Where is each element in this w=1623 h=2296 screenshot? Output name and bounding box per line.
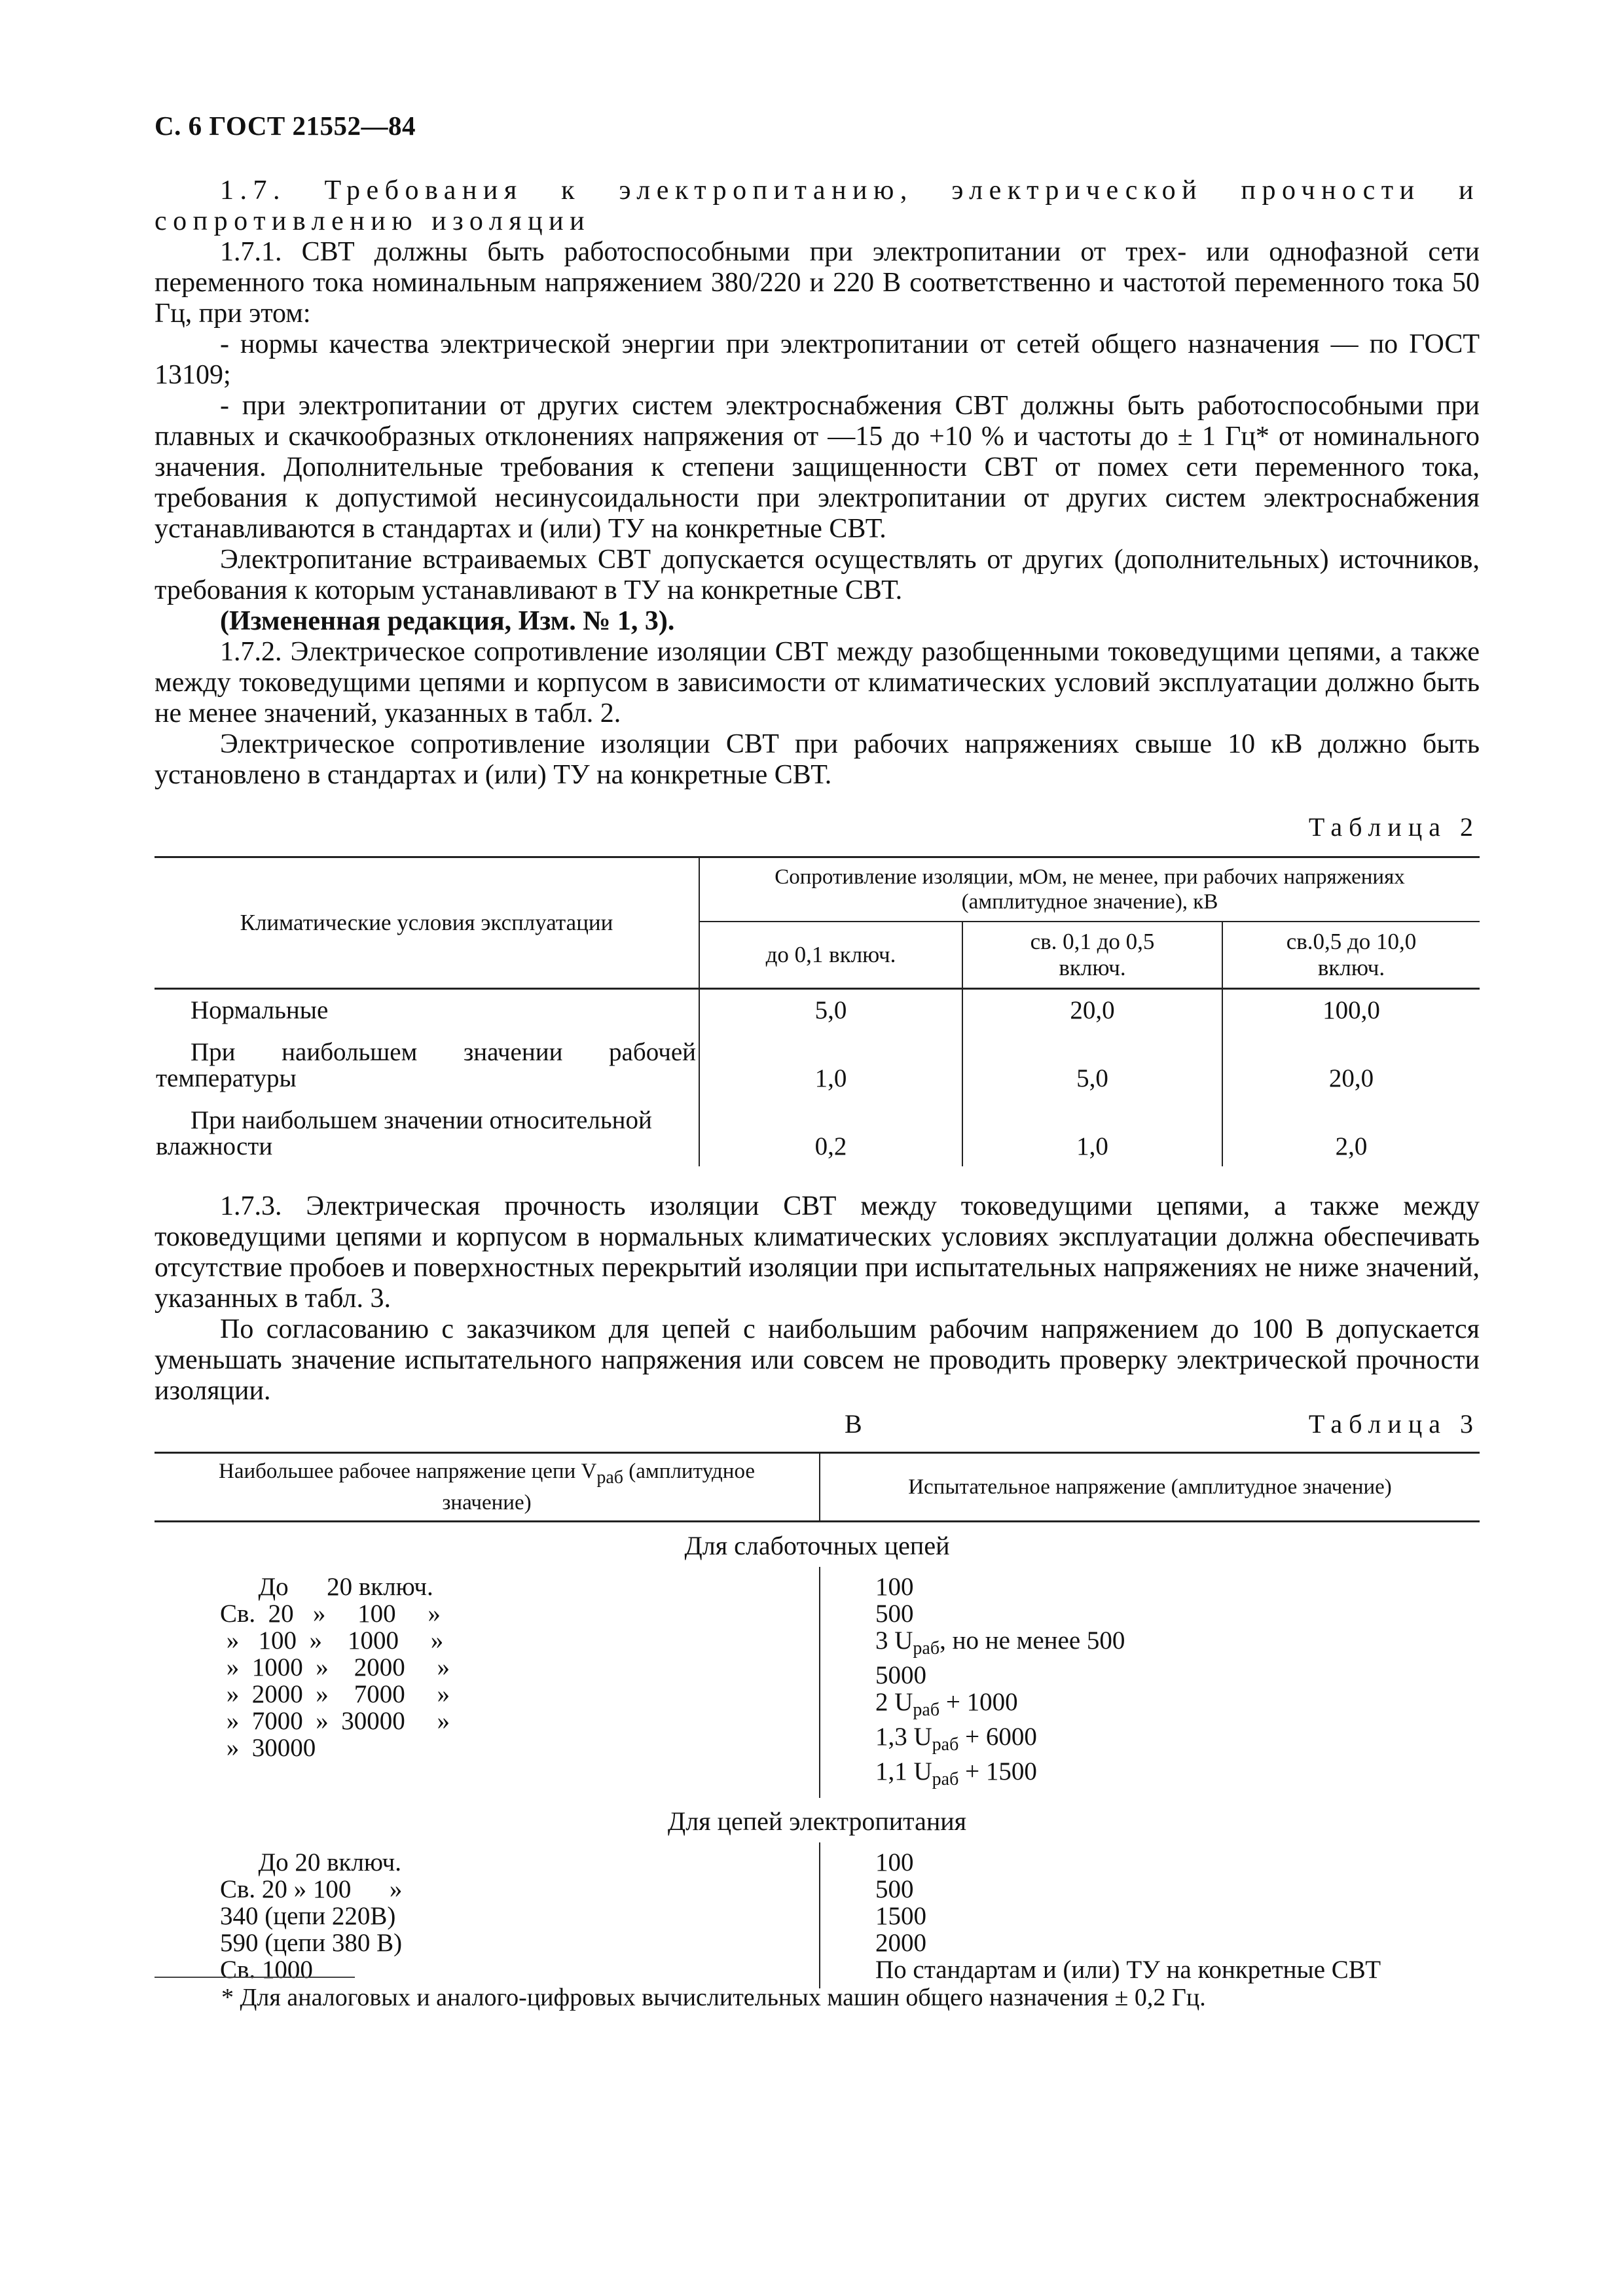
amendment-note: (Измененная редакция, Изм. № 1, 3). <box>220 606 675 636</box>
paragraph-1-7-1: 1.7.1. СВТ должны быть работоспособными при электропитании от трех- или однофазной сети переменного тока номинальным напряжением 380/220 и 220 В соответственно и частотой переменного тока 50 Гц, при этом: <box>155 237 1480 329</box>
table-3-group2-right <box>820 1842 1480 1988</box>
table-2-cell: 20,0 <box>962 989 1222 1031</box>
table-3-group-power-circuits: Для цепей электропитания <box>667 1806 967 1836</box>
table-2-row-label: При наибольшем значении относительной влажности <box>155 1098 699 1166</box>
paragraph-1-7-3-b: По согласованию с заказчиком для цепей с наибольшим рабочим напряжением до 100 В допускается уменьшать значение испытательного напряжения или совсем не проводить проверку электрической прочности изоляции. <box>155 1314 1480 1406</box>
table-row <box>155 1098 1480 1166</box>
page-header: С. 6 ГОСТ 21552—84 <box>155 111 416 141</box>
table-2-col-header-conditions: Климатические условия эксплуатации <box>155 857 699 989</box>
table-2-cell: 0,2 <box>699 1098 962 1166</box>
list-item: 1500 <box>875 1902 926 1930</box>
list-item: » 1000 » 2000 » <box>220 1653 450 1681</box>
list-item: 5000 <box>875 1661 926 1689</box>
list-item: 1,1 $U_{раб} + 1500$ <box>875 1757 1037 1789</box>
table-3-caption: Таблица 3 <box>1308 1409 1480 1439</box>
list-item: 100 <box>875 1848 914 1876</box>
footnote-divider <box>155 1977 355 1978</box>
list-item: 340 (цепи 220В) <box>220 1902 396 1930</box>
table-3 <box>155 1452 1480 1988</box>
table-row <box>155 989 1480 1031</box>
list-item: До 20 включ. <box>220 1573 433 1601</box>
list-item: » 30000 <box>220 1734 316 1762</box>
table-2 <box>155 856 1480 1166</box>
paragraph-embedded-power: Электропитание встраиваемых СВТ допускается осуществлять от других (дополнительных) источников, требования к которым устанавливают в ТУ на конкретные СВТ. <box>155 545 1480 605</box>
list-item: 500 <box>875 1875 914 1903</box>
bullet-other-power-systems: - при электропитании от других систем электроснабжения СВТ должны быть работоспособными при плавных и скачкообразных отклонениях напряжения от —15 до +10 % и частоты до ± 1 Гц* от номинального значения. Дополнительные требования к степени защищенности СВТ от помех сети переменного тока, требования к допустимой несинусоидальности при электропитании от других систем электроснабжения устанавливаются в стандартах и (или) ТУ на конкретные СВТ. <box>155 391 1480 544</box>
paragraph-1-7-3: 1.7.3. Электрическая прочность изоляции СВТ между токоведущими цепями, а также между токоведущими цепями и корпусом в нормальных климатических условиях эксплуатации должна обеспечивать отсутствие пробоев и поверхностных перекрытий изоляции при испытательных напряжениях не ниже значений, указанных в табл. 3. <box>155 1191 1480 1314</box>
list-item: 500 <box>875 1600 914 1628</box>
list-item: 2 $U_{раб} + 1000$ <box>875 1688 1018 1720</box>
table-3-group1-left <box>155 1567 820 1798</box>
list-item: Св. 1000 <box>220 1956 313 1984</box>
section-1-7-3 <box>155 1191 1480 1407</box>
table-3-group2-left <box>155 1842 820 1988</box>
table-2-row-label: Нормальные <box>155 989 699 1031</box>
paragraph-1-7-2-b: Электрическое сопротивление изоляции СВТ при рабочих напряжениях свыше 10 кВ должно быть установлено в стандартах и (или) ТУ на конкретные СВТ. <box>155 729 1480 790</box>
table-2-group-header: Сопротивление изоляции, мОм, не менее, при рабочих напряжениях (амплитудное значение), кВ <box>699 857 1480 922</box>
table-2-cell: 1,0 <box>699 1030 962 1098</box>
bullet-power-quality: - нормы качества электрической энергии при электропитании от сетей общего назначения — по ГОСТ 13109; <box>155 329 1480 390</box>
paragraph-1-7-2: 1.7.2. Электрическое сопротивление изоляции СВТ между разобщенными токоведущими цепями, а также между токоведущими цепями и корпусом в зависимости от климатических условий эксплуатации должно быть не менее значений, указанных в табл. 2. <box>155 637 1480 728</box>
table-3-unit: В <box>845 1409 862 1439</box>
table-3-col-header-test-voltage: Испытательное напряжение (амплитудное значение) <box>820 1453 1480 1522</box>
footnote: * Для аналоговых и аналого-цифровых вычислительных машин общего назначения ± 0,2 Гц. <box>221 1984 1206 2011</box>
list-item: 590 (цепи 380 В) <box>220 1929 403 1957</box>
table-2-cell: 100,0 <box>1222 989 1480 1031</box>
table-2-cell: 1,0 <box>962 1098 1222 1166</box>
list-item: Св. 20 » 100 » <box>220 1600 441 1628</box>
list-item: По стандартам и (или) ТУ на конкретные СВТ <box>875 1956 1381 1984</box>
list-item: 3 $U_{раб}$, но не менее 500 <box>875 1626 1125 1659</box>
section-1-7 <box>155 175 1480 791</box>
table-2-cell: 5,0 <box>699 989 962 1031</box>
list-item: Св. 20 » 100 » <box>220 1875 403 1903</box>
list-item: 100 <box>875 1573 914 1601</box>
list-item: » 7000 » 30000 » <box>220 1707 450 1735</box>
list-item: 1,3 $U_{раб} + 6000$ <box>875 1723 1037 1755</box>
table-2-row-label: При наибольшем значении рабочей температуры <box>155 1030 699 1098</box>
section-title: 1.7. Требования к электропитанию, электрической прочности и сопротивлению изоляции <box>155 175 1480 236</box>
table-2-sub-header: до 0,1 включ. <box>699 922 962 989</box>
list-item: До 20 включ. <box>220 1848 401 1876</box>
table-row <box>155 1030 1480 1098</box>
table-3-group1-right <box>820 1567 1480 1798</box>
list-item: 2000 <box>875 1929 926 1957</box>
table-2-sub-header: св. 0,1 до 0,5 включ. <box>962 922 1222 989</box>
table-3-col-header-working-voltage: Наибольшее рабочее напряжение цепи $V_{раб}$ (амплитудное значение) <box>155 1453 820 1522</box>
table-2-sub-header: св.0,5 до 10,0 включ. <box>1222 922 1480 989</box>
table-2-cell: 20,0 <box>1328 1064 1374 1092</box>
list-item: » 2000 » 7000 » <box>220 1680 450 1708</box>
table-2-cell: 2,0 <box>1335 1132 1368 1160</box>
table-2-cell: 5,0 <box>962 1030 1222 1098</box>
table-3-group-low-current: Для слаботочных цепей <box>684 1531 950 1560</box>
table-2-caption: Таблица 2 <box>1308 812 1480 842</box>
list-item: » 100 » 1000 » <box>220 1626 444 1655</box>
